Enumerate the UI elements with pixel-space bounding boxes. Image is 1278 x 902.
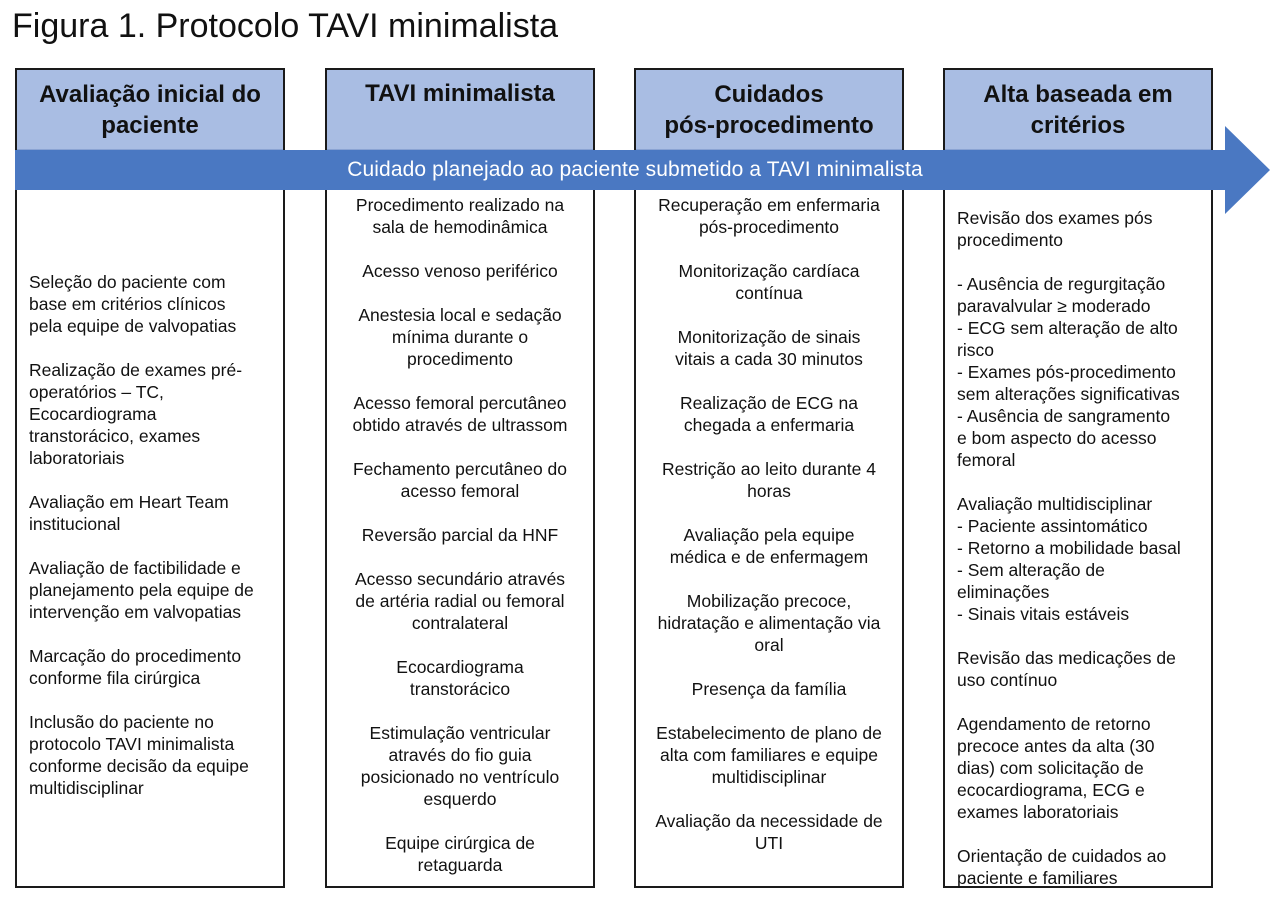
column-list-item (646, 392, 892, 436)
column-list-item-line: Realização de ECG na (679, 393, 859, 413)
column-list-item (337, 392, 583, 436)
column-list-item-line: ecocardiograma, ECG e (957, 780, 1145, 800)
column-list-item-line: esquerdo (423, 789, 497, 809)
column-list-item-line: Acesso venoso periférico (362, 261, 558, 281)
column-list-item-line: Recuperação em enfermaria (658, 195, 880, 215)
column-list-item-line: Reversão parcial da HNF (361, 525, 559, 545)
column-list-item (337, 656, 583, 700)
column-list-item-line: transtorácico (409, 679, 511, 699)
column-list-item-line: - Sem alteração de (957, 560, 1105, 580)
column-list-item-line: e bom aspecto do acesso (957, 428, 1157, 448)
column-list-item-line: Avaliação pela equipe (683, 525, 855, 545)
column-list-item-line: eliminações (957, 582, 1050, 602)
column-header-line: Alta baseada em (983, 80, 1173, 108)
column-header-line: Avaliação inicial do (39, 80, 261, 108)
column-list-item (337, 832, 583, 876)
column-list-item (337, 458, 583, 502)
column-header-line: critérios (1030, 111, 1126, 139)
column-list-item-line: Equipe cirúrgica de (385, 833, 535, 853)
column-list-item-line: Mobilização precoce, (686, 591, 852, 611)
column-list-item-line: Procedimento realizado na (355, 195, 565, 215)
column-list-item-line: mínima durante o (391, 327, 529, 347)
column-list-item-line: dias) com solicitação de (957, 758, 1144, 778)
column-list-item-line: Realização de exames pré- (29, 360, 243, 380)
column-list-item-line: - Paciente assintomático (957, 516, 1148, 536)
column-list-item-line: contralateral (411, 613, 509, 633)
column-list-item (646, 678, 892, 700)
column-list-item-line: através do fio guia (388, 745, 532, 765)
column-list-item (29, 557, 271, 623)
column-list-item-line: obtido através de ultrassom (352, 415, 568, 435)
column-list-item (29, 711, 271, 799)
column-list-item-line: procedimento (957, 230, 1064, 250)
column-list-item-line: conforme fila cirúrgica (29, 668, 201, 688)
column-list-item-line: - Retorno a mobilidade basal (957, 538, 1181, 558)
column-list-item (646, 326, 892, 370)
column-list-item-line: Avaliação da necessidade de (655, 811, 883, 831)
column-list-item-line: Estabelecimento de plano de (656, 723, 882, 743)
column-header-line: Cuidados (714, 80, 824, 108)
column-list-item (957, 273, 1199, 471)
column-list-item-line: operatórios – TC, (29, 382, 164, 402)
column-list-item (646, 590, 892, 656)
column-list-item-line: Orientação de cuidados ao (957, 846, 1167, 866)
figure-title: Figura 1. Protocolo TAVI minimalista (12, 7, 559, 45)
column-list-item-line: Ecocardiograma (396, 657, 524, 677)
column-list-item (29, 645, 271, 689)
column-body (945, 207, 1211, 886)
column-list-item-line: transtorácico, exames (29, 426, 201, 446)
column-list-item-line: base em critérios clínicos (29, 294, 226, 314)
column-list-item (29, 491, 271, 535)
timeline-arrow-label: Cuidado planejado ao paciente submetido a TAVI minimalista (347, 158, 923, 181)
column-list-item-line: - Sinais vitais estáveis (957, 604, 1130, 624)
column-list-item-line: chegada a enfermaria (683, 415, 855, 435)
column-list-item-line: - Ausência de sangramento (957, 406, 1171, 426)
column-body (17, 271, 283, 886)
column-list-item-line: procedimento (406, 349, 514, 369)
column-list-item-line: pela equipe de valvopatias (29, 316, 237, 336)
column-list-item-line: Ecocardiograma (29, 404, 157, 424)
column-body (636, 194, 902, 886)
column-list-item-line: multidisciplinar (711, 767, 827, 787)
column-list-item-line: UTI (754, 833, 784, 853)
column-list-item-line: - Exames pós-procedimento (957, 362, 1176, 382)
column-list-item-line: pós-procedimento (698, 217, 840, 237)
column-list-item-line: hidratação e alimentação via (657, 613, 881, 633)
column-header-line: TAVI minimalista (365, 79, 555, 107)
column-list-item-line: Fechamento percutâneo do (352, 459, 568, 479)
column-list-item-line: Seleção do paciente com (29, 272, 226, 292)
column-list-item-line: retaguarda (417, 855, 503, 875)
column-list-item-line: exames laboratoriais (957, 802, 1119, 822)
column-list-item-line: Avaliação multidisciplinar (957, 494, 1153, 514)
column-list-item-line: - ECG sem alteração de alto (957, 318, 1178, 338)
column-list-item-line: Inclusão do paciente no (29, 712, 214, 732)
column-list-item-line: oral (754, 635, 784, 655)
column-list-item-line: - Ausência de regurgitação (957, 274, 1166, 294)
column-list-item (957, 713, 1199, 823)
column-list-item-line: planejamento pela equipe de (29, 580, 254, 600)
column-list-item (646, 722, 892, 788)
column-list-item (29, 359, 271, 469)
column-list-item-line: Acesso femoral percutâneo (353, 393, 567, 413)
column-list-item-line: femoral (957, 450, 1016, 470)
column-list-item (957, 845, 1199, 889)
column-list-item-line: sem alterações significativas (957, 384, 1180, 404)
column-list-item-line: intervenção em valvopatias (29, 602, 242, 622)
column-list-item-line: Marcação do procedimento (29, 646, 242, 666)
column-list-item (337, 568, 583, 634)
column-list-item-line: precoce antes da alta (30 (957, 736, 1155, 756)
column-list-item-line: multidisciplinar (29, 778, 144, 798)
column-list-item (646, 260, 892, 304)
column-list-item-line: Revisão dos exames pós (957, 208, 1153, 228)
column-list-item-line: laboratoriais (29, 448, 125, 468)
column-list-item-line: conforme decisão da equipe (29, 756, 249, 776)
column-list-item-line: Revisão das medicações de (957, 648, 1176, 668)
column-list-item (646, 810, 892, 854)
column-list-item-line: Restrição ao leito durante 4 (661, 459, 877, 479)
column-list-item-line: de artéria radial ou femoral (355, 591, 565, 611)
column-list-item (957, 493, 1199, 625)
column-list-item (337, 260, 583, 282)
column-list-item-line: Monitorização cardíaca (678, 261, 860, 281)
column-list-item (29, 271, 271, 337)
column-list-item-line: vitais a cada 30 minutos (675, 349, 863, 369)
column-list-item-line: sala de hemodinâmica (372, 217, 548, 237)
column-list-item-line: Acesso secundário através (354, 569, 566, 589)
column-list-item-line: Estimulação ventricular (369, 723, 551, 743)
column-list-item (646, 458, 892, 502)
column-list-item-line: contínua (735, 283, 803, 303)
column-list-item (337, 524, 583, 546)
column-list-item-line: Avaliação em Heart Team (29, 492, 229, 512)
column-list-item-line: uso contínuo (957, 670, 1058, 690)
column-list-item (646, 524, 892, 568)
column-list-item (337, 304, 583, 370)
column-list-item-line: Anestesia local e sedação (358, 305, 562, 325)
column-list-item-line: protocolo TAVI minimalista (29, 734, 235, 754)
column-list-item-line: paciente e familiares (957, 868, 1118, 888)
column-list-item-line: institucional (29, 514, 121, 534)
column-list-item-line: Presença da família (691, 679, 847, 699)
column-list-item-line: Monitorização de sinais (677, 327, 861, 347)
column-header-line: paciente (101, 111, 199, 139)
column-list-item-line: paravalvular ≥ moderado (957, 296, 1151, 316)
column-list-item (337, 722, 583, 810)
column-list-item-line: Avaliação de factibilidade e (29, 558, 241, 578)
column-body (327, 194, 593, 886)
column-header-line: pós-procedimento (664, 111, 874, 139)
column-list-item-line: acesso femoral (400, 481, 520, 501)
column-list-item-line: risco (957, 340, 994, 360)
column-list-item-line: Agendamento de retorno (957, 714, 1151, 734)
column-list-item (957, 647, 1199, 691)
column-list-item-line: horas (747, 481, 791, 501)
column-list-item-line: médica e de enfermagem (669, 547, 869, 567)
column-list-item-line: posicionado no ventrículo (360, 767, 560, 787)
column-list-item-line: alta com familiares e equipe (660, 745, 878, 765)
